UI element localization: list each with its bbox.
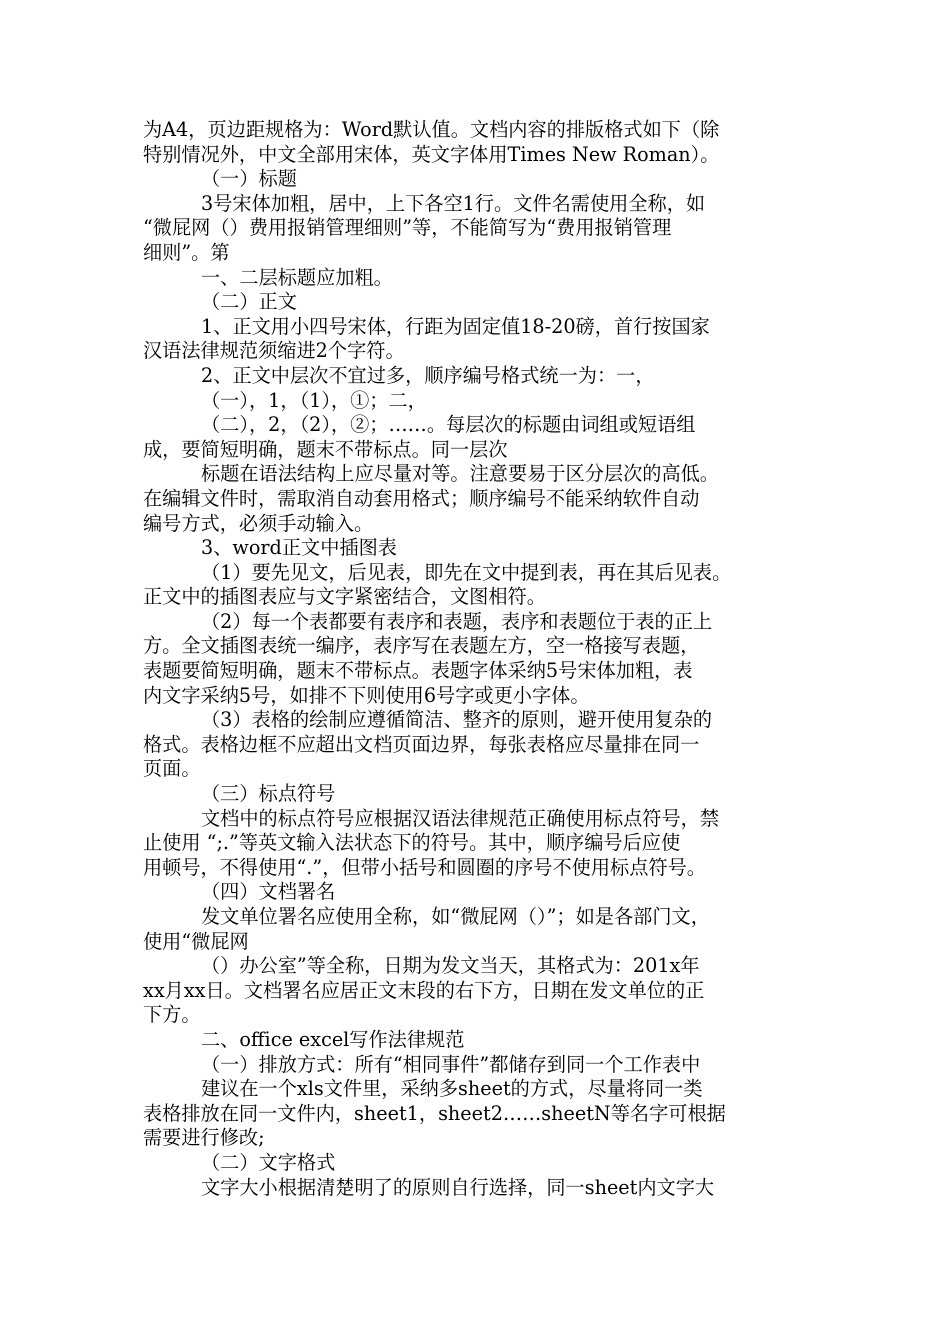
text-line: 下方。 — [143, 1003, 201, 1027]
text-line: （二）正文 — [201, 290, 297, 314]
text-line: 特别情况外，中文全部用宋体，英文字体用Times New Roman）。 — [143, 142, 720, 166]
text-line: 一、二层标题应加粗。 — [201, 265, 393, 289]
text-line: 标题在语法结构上应尽量对等。注意要易于区分层次的高低。 — [201, 462, 720, 486]
text-line: 成，要简短明确，题末不带标点。同一层次 — [143, 437, 508, 461]
text-line: 文字大小根据清楚明了的原则自行选择，同一sheet内文字大 — [201, 1175, 715, 1199]
text-line: （）办公室”等全称，日期为发文当天，其格式为：201x年 — [201, 954, 700, 978]
text-line: 为A4，页边距规格为：Word默认值。文档内容的排版格式如下（除 — [143, 118, 720, 141]
text-line: 文档中的标点符号应根据汉语法律规范正确使用标点符号，禁 — [201, 806, 720, 830]
text-line: （一）标题 — [201, 167, 297, 191]
text-line: （二）文字格式 — [201, 1150, 336, 1174]
text-line: 汉语法律规范须缩进2个字符。 — [143, 339, 405, 363]
text-line: （一）排放方式：所有“相同事件”都储存到同一个工作表中 — [201, 1052, 701, 1076]
text-line: 表格排放在同一文件内，sheet1，sheet2……sheetN等名字可根据 — [143, 1101, 726, 1125]
text-line: 页面。 — [143, 757, 201, 781]
text-line: （一），1，（1），①；二， — [201, 388, 427, 412]
text-line: （2）每一个表都要有表序和表题，表序和表题位于表的正上 — [201, 609, 713, 633]
text-line: 3、word正文中插图表 — [201, 536, 397, 560]
text-line: 止使用 “;.”等英文输入法状态下的符号。其中，顺序编号后应使 — [143, 831, 681, 855]
text-line: 表题要简短明确，题末不带标点。表题字体采纳5号宋体加粗，表 — [143, 659, 693, 683]
document-body — [143, 118, 808, 1200]
text-line: 3号宋体加粗，居中，上下各空1行。文件名需使用全称，如 — [201, 191, 706, 215]
text-line: 发文单位署名应使用全称，如“微屁网（）”；如是各部门文， — [201, 905, 710, 928]
text-line: 使用“微屁网 — [143, 929, 249, 953]
text-line: 建议在一个xls文件里，采纳多sheet的方式，尽量将同一类 — [201, 1077, 703, 1101]
text-line: 内文字采纳5号，如排不下则使用6号字或更小字体。 — [143, 683, 590, 707]
text-line: 需要进行修改; — [143, 1126, 265, 1150]
text-line: “微屁网（）费用报销管理细则”等，不能简写为“费用报销管理 — [143, 216, 672, 240]
text-line: （二），2，（2），②；……。每层次的标题由词组或短语组 — [201, 413, 696, 437]
text-line: 用顿号，不得使用“.”，但带小括号和圆圈的序号不使用标点符号。 — [143, 855, 706, 879]
text-line: 细则”。第 — [143, 240, 230, 264]
text-line: （3）表格的绘制应遵循简洁、整齐的原则，避开使用复杂的 — [201, 708, 713, 732]
text-line: 方。全文插图表统一编序，表序写在表题左方，空一格接写表题， — [143, 634, 700, 658]
text-line: （1）要先见文，后见表，即先在文中提到表，再在其后见表。 — [201, 560, 732, 584]
text-line: 在编辑文件时，需取消自动套用格式；顺序编号不能采纳软件自动 — [143, 486, 700, 510]
text-line: 1、正文用小四号宋体，行距为固定值18-20磅，首行按国家 — [201, 314, 710, 338]
text-line: 二、office excel写作法律规范 — [201, 1027, 465, 1051]
text-line: xx月xx日。文档署名应居正文末段的右下方，日期在发文单位的正 — [143, 978, 705, 1002]
text-line: 格式。表格边框不应超出文档页面边界，每张表格应尽量排在同一 — [143, 732, 700, 756]
text-line: 编号方式，必须手动输入。 — [143, 511, 374, 535]
text-line: 正文中的插图表应与文字紧密结合，文图相符。 — [143, 585, 546, 609]
text-line: （三）标点符号 — [201, 782, 336, 806]
text-line: （四）文档署名 — [201, 880, 336, 904]
text-line: 2、正文中层次不宜过多，顺序编号格式统一为：一， — [201, 363, 655, 387]
